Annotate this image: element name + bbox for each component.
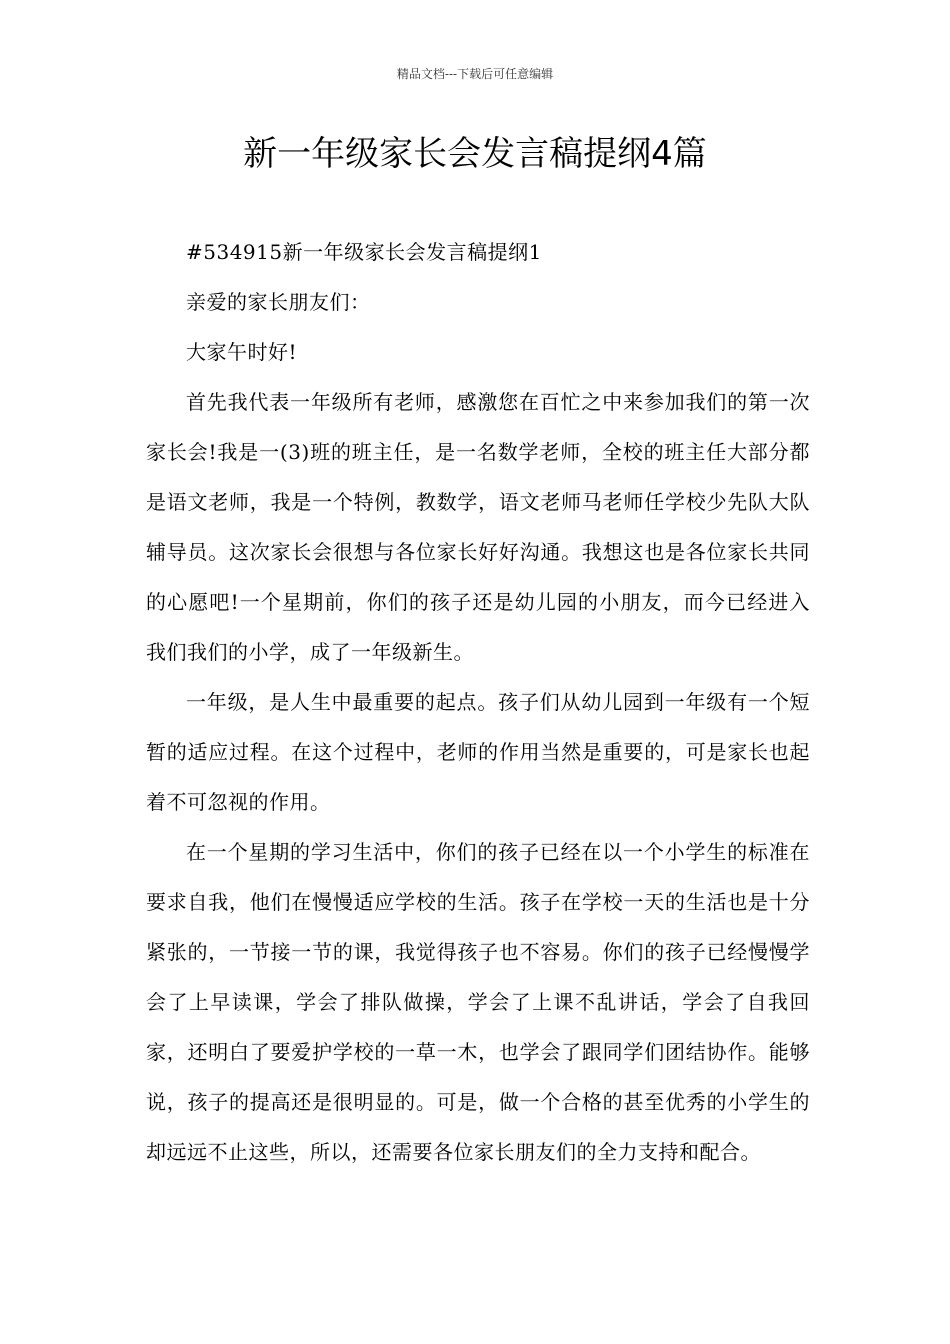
body-paragraph: 首先我代表一年级所有老师，感激您在百忙之中来参加我们的第一次家长会!我是一(3)班的班主任，是一名数学老师，全校的班主任大部分都是语文老师，我是一个特例，教数学，语文老师马老师任学校少先队大队辅导员。这次家长会很想与各位家长好好沟通。我想这也是各位家长共同的心愿吧!一个星期前，你们的孩子还是幼儿园的小朋友，而今已经进入我们我们的小学，成了一年级新生。 [146,390,810,664]
document-title: 新一年级家长会发言稿提纲4篇 [243,134,707,174]
header-note: 精品文档---下载后可任意编辑 [396,67,554,81]
document-body [146,227,810,1177]
body-paragraph: 在一个星期的学习生活中，你们的孩子已经在以一个小学生的标准在要求自我，他们在慢慢适应学校的生活。孩子在学校一天的生活也是十分紧张的，一节接一节的课，我觉得孩子也不容易。你们的孩子已经慢慢学会了上早读课，学会了排队做操，学会了上课不乱讲话，学会了自我回家，还明白了要爱护学校的一草一木，也学会了跟同学们团结协作。能够说，孩子的提高还是很明显的。可是，做一个合格的甚至优秀的小学生的却远远不止这些，所以，还需要各位家长朋友们的全力支持和配合。 [146,840,810,1164]
greeting: 大家午时好! [186,340,298,364]
salutation: 亲爱的家长朋友们： [186,290,371,314]
body-paragraph: 一年级，是人生中最重要的起点。孩子们从幼儿园到一年级有一个短暂的适应过程。在这个过程中，老师的作用当然是重要的，可是家长也起着不可忽视的作用。 [146,690,810,814]
section-heading: #534915新一年级家长会发言稿提纲1 [186,240,542,264]
